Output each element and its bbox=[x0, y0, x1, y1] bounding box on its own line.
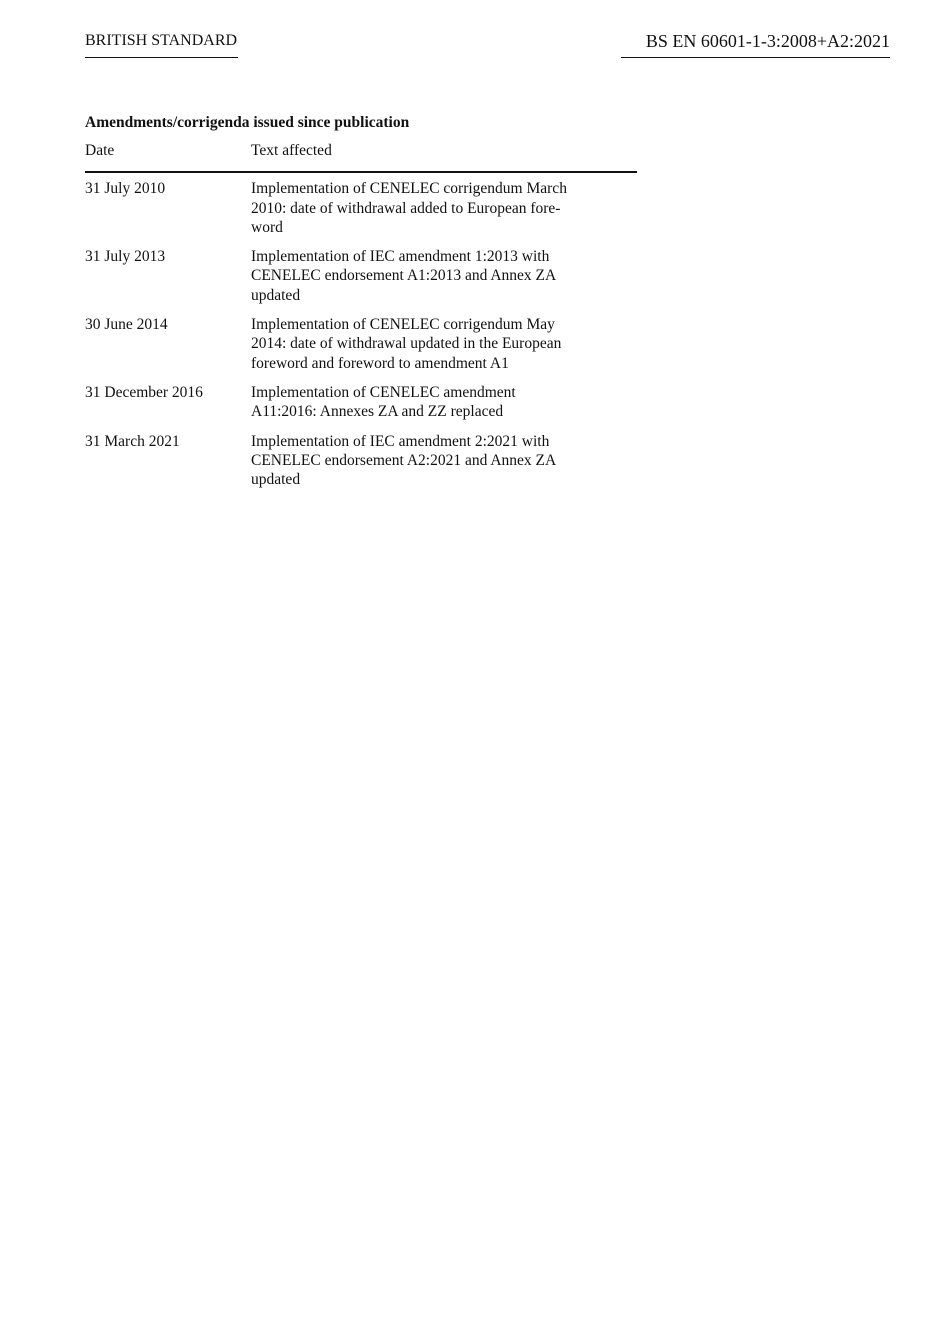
amendments-table bbox=[85, 141, 637, 499]
row-text-affected bbox=[251, 247, 637, 305]
running-header-left: BRITISH STANDARD bbox=[85, 31, 238, 58]
text-line: updated bbox=[251, 471, 301, 489]
row-date: 31 December 2016 bbox=[85, 383, 203, 401]
text-line: foreword and foreword to amendment A1 bbox=[251, 354, 509, 372]
row-text-affected bbox=[251, 432, 637, 490]
row-text-affected bbox=[251, 179, 637, 237]
row-date: 31 July 2013 bbox=[85, 248, 166, 266]
text-line: Implementation of CENELEC corrigendum March bbox=[251, 180, 567, 198]
table-row bbox=[85, 179, 637, 237]
text-line: updated bbox=[251, 286, 301, 304]
column-header-text-affected: Text affected bbox=[251, 142, 332, 159]
section-title: Amendments/corrigenda issued since publication bbox=[85, 114, 410, 131]
running-header-standard-number: BS EN 60601-1-3:2008+A2:2021 bbox=[621, 31, 890, 58]
text-line: 2010: date of withdrawal added to European fore- bbox=[251, 199, 561, 217]
text-line: word bbox=[251, 218, 283, 236]
text-line: Implementation of IEC amendment 2:2021 with bbox=[251, 432, 550, 450]
text-line: Implementation of CENELEC amendment bbox=[251, 383, 516, 401]
text-line: 2014: date of withdrawal updated in the European bbox=[251, 335, 562, 353]
row-text-affected bbox=[251, 315, 637, 373]
text-line: CENELEC endorsement A2:2021 and Annex ZA bbox=[251, 451, 557, 469]
text-line: Implementation of IEC amendment 1:2013 with bbox=[251, 248, 550, 266]
row-date: 30 June 2014 bbox=[85, 316, 168, 334]
row-text-affected bbox=[251, 383, 637, 422]
table-row bbox=[85, 383, 637, 422]
table-header bbox=[85, 141, 637, 173]
row-date: 31 July 2010 bbox=[85, 180, 166, 198]
row-date: 31 March 2021 bbox=[85, 432, 180, 450]
text-line: Implementation of CENELEC corrigendum May bbox=[251, 316, 555, 334]
table-row bbox=[85, 247, 637, 305]
table-row bbox=[85, 315, 637, 373]
table-row bbox=[85, 432, 637, 490]
text-line: CENELEC endorsement A1:2013 and Annex ZA bbox=[251, 267, 557, 285]
text-line: A11:2016: Annexes ZA and ZZ replaced bbox=[251, 403, 504, 421]
column-header-date: Date bbox=[85, 142, 115, 159]
